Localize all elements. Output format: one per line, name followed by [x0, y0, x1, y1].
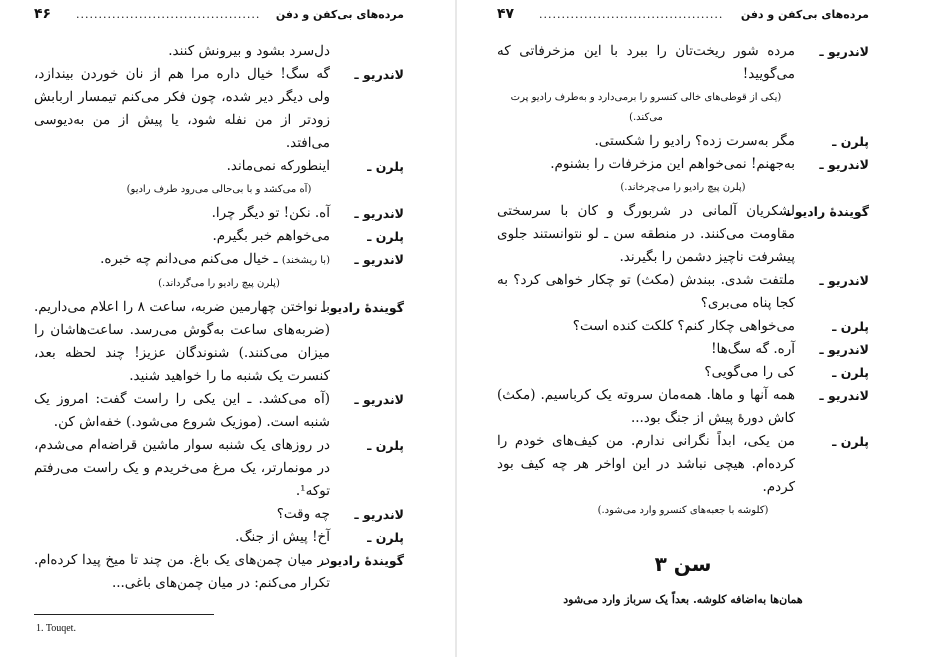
spoken-text: آه. نکن! تو دیگر چرا. [211, 205, 330, 221]
footnote: 1. Touqet. [36, 623, 76, 634]
speaker-name: پلرن ـ [367, 438, 404, 453]
dialogue-line [34, 40, 404, 63]
stage-direction: (کلوشه با جعبه‌های کنسرو وارد می‌شود.) [597, 505, 769, 516]
line-text [497, 40, 795, 86]
line-text [34, 40, 330, 63]
line-text [497, 315, 795, 338]
dialogue-line [34, 526, 404, 549]
spoken-text: ـ خیال می‌کنم می‌دانم چه خبره. [100, 251, 278, 267]
spoken-text: می‌خواهی چکار کنم؟ کلکت کنده است؟ [572, 318, 795, 334]
speaker-name: پلرن ـ [832, 134, 869, 149]
running-title: مرده‌های بی‌کفن و دفن [275, 8, 404, 21]
spoken-text: گه سگ! خیال داره مرا هم از نان خوردن بیندازد، ولی دیگر دیر شده، چون فکر می‌کنم تیمسار اربابش زودتر از من نفله شود، یا پیش از من به‌دیوسی می‌افتد. [34, 66, 330, 151]
dialogue-line [34, 296, 404, 388]
left-page [0, 0, 455, 657]
spoken-text: ملتفت شدی. ببندش (مکث) تو چکار خواهی کرد؟ به کجا پناه می‌بری؟ [497, 272, 795, 311]
line-text [34, 248, 330, 272]
speaker-name: پلرن ـ [367, 159, 404, 174]
dialogue-line [497, 430, 869, 499]
stage-direction: (آه می‌کشد و با بی‌حالی می‌رود طرف رادیو) [126, 184, 312, 195]
dialogue-line [34, 248, 404, 272]
dialogue-line [497, 315, 869, 338]
line-text [34, 225, 330, 248]
dialogue-line [497, 130, 869, 153]
spoken-text: می‌خواهم خبر بگیرم. [212, 228, 330, 244]
leader-dots: ......................................... [76, 8, 261, 21]
footnote-divider [34, 614, 214, 615]
line-text [34, 155, 330, 178]
running-header [497, 8, 869, 24]
speaker-name: لاندریو ـ [819, 157, 869, 172]
dialogue-body [34, 40, 404, 595]
line-text [497, 384, 795, 430]
speaker-name: لاندریو ـ [354, 67, 404, 82]
dialogue-line [497, 40, 869, 86]
spoken-text: اینطورکه نمی‌ماند. [226, 158, 330, 174]
dialogue-line [34, 388, 404, 434]
running-header [34, 8, 404, 24]
line-text [34, 296, 330, 388]
spoken-text: مگر به‌سرت زده؟ رادیو را شکستی. [594, 133, 795, 149]
speaker-name: پلرن ـ [832, 319, 869, 334]
dialogue-line [34, 63, 404, 155]
speaker-name: پلرن ـ [832, 365, 869, 380]
line-text [34, 63, 330, 155]
dialogue-line [497, 153, 869, 176]
spoken-text: با نواختن چهارمین ضربه، ساعت ۸ را اعلام می‌داریم. (ضربه‌های ساعت به‌گوش می‌رسد. ساعت‌هاشان را میزان می‌کنند.) شنوندگان عزیز! چند لحظه بعد، کنسرت یک شنبه ما را خواهید شنید. [34, 299, 330, 384]
dialogue-line [34, 503, 404, 526]
line-text [34, 388, 330, 434]
speaker-name: لاندریو ـ [819, 388, 869, 403]
dialogue-line [497, 200, 869, 269]
line-text [34, 202, 330, 225]
scene-title: سن ۳ [654, 552, 712, 576]
line-text [497, 200, 795, 269]
line-text [34, 526, 330, 549]
line-text [497, 269, 795, 315]
spoken-text: به‌جهنم! نمی‌خواهم این مزخرفات را بشنوم. [550, 156, 795, 172]
speaker-name: گویندهٔ رادیو ـ [786, 204, 869, 219]
page-number: ۴۷ [497, 6, 515, 22]
spoken-text: کی را می‌گویی؟ [704, 364, 795, 380]
dialogue-line [497, 269, 869, 315]
speaker-name: لاندریو ـ [819, 273, 869, 288]
spoken-text: من یکی، ابداً نگرانی ندارم. من کیف‌های خودم را کرده‌ام. هیچی نباشد در این اواخر هر چه کیف بود کردم. [497, 433, 795, 495]
dialogue-line [497, 338, 869, 361]
spoken-text: مرده شور ریخت‌تان را ببرد با این مزخرفاتی که می‌گویید! [497, 43, 795, 82]
line-text [497, 130, 795, 153]
line-text [497, 361, 795, 384]
leader-dots: ......................................... [539, 8, 724, 21]
speaker-name: لاندریو ـ [354, 392, 404, 407]
line-text [497, 430, 795, 499]
scene-direction: همان‌ها به‌اضافه کلوشه. بعداً یک سرباز وارد می‌شود [563, 593, 803, 606]
page-number: ۴۶ [34, 6, 52, 22]
spoken-text: دل‌سرد بشود و بیرونش کنند. [168, 43, 330, 59]
dialogue-line [34, 225, 404, 248]
line-text [34, 549, 330, 595]
speaker-name: لاندریو ـ [354, 507, 404, 522]
speaker-name: پلرن ـ [832, 434, 869, 449]
stage-direction: (یکی از قوطی‌های خالی کنسرو را برمی‌دارد و به‌طرف رادیو پرت می‌کند.) [510, 92, 782, 123]
dialogue-line [34, 155, 404, 178]
dialogue-line [497, 361, 869, 384]
speaker-name: پلرن ـ [367, 530, 404, 545]
spoken-text: در میان چمن‌های یک باغ. من چند تا میخ پیدا کرده‌ام. تکرار می‌کنم: در میان چمن‌های باغی... [34, 552, 330, 591]
line-text [497, 153, 795, 176]
spoken-text: آخ! پیش از جنگ. [235, 529, 330, 545]
stage-direction: (پلرن پیچ رادیو را می‌چرخاند.) [620, 182, 746, 193]
speaker-name: لاندریو ـ [354, 252, 404, 267]
spoken-text: (آه می‌کشد. ـ این یکی را راست گفت: امروز یک شنبه است. (موزیک شروع می‌شود.) خفه‌اش کن. [34, 391, 330, 430]
line-text [34, 503, 330, 526]
speaker-name: گویندهٔ رادیو ـ [321, 553, 404, 568]
dialogue-line [497, 384, 869, 430]
spoken-text: لشکریان آلمانی در شربورگ و کان با سرسختی مقاومت می‌کنند. در منطقه سن ـ لو نتوانستند جلوی پیشرفت ناچیز دشمن را بگیرند. [497, 203, 795, 265]
line-text [497, 338, 795, 361]
line-text [34, 434, 330, 503]
dialogue-line [34, 549, 404, 595]
stage-direction: (پلرن پیچ رادیو را می‌گرداند.) [158, 278, 280, 289]
dialogue-line [34, 434, 404, 503]
speaker-name: لاندریو ـ [819, 44, 869, 59]
speaker-name: لاندریو ـ [819, 342, 869, 357]
speaker-name: گویندهٔ رادیو ـ [321, 300, 404, 315]
spoken-text: چه وقت؟ [276, 506, 330, 522]
dialogue-line [34, 202, 404, 225]
spoken-text: همه آنها و ماها. همه‌مان سروته یک کرباسیم. (مکث) کاش دورهٔ پیش از جنگ بود... [497, 387, 795, 426]
right-page [457, 0, 936, 657]
inline-stage-direction: (با ریشخند) [281, 255, 330, 266]
dialogue-body [497, 40, 869, 611]
speaker-name: لاندریو ـ [354, 206, 404, 221]
speaker-name: پلرن ـ [367, 229, 404, 244]
spoken-text: آره. گه سگ‌ها! [711, 341, 795, 357]
running-title: مرده‌های بی‌کفن و دفن [740, 8, 869, 21]
spoken-text: در روزهای یک شنبه سوار ماشین قراضه‌ام می‌شدم، در مونمارتر، یک مرغ می‌خریدم و یک راست می‌رفتم توکه¹. [34, 437, 330, 499]
